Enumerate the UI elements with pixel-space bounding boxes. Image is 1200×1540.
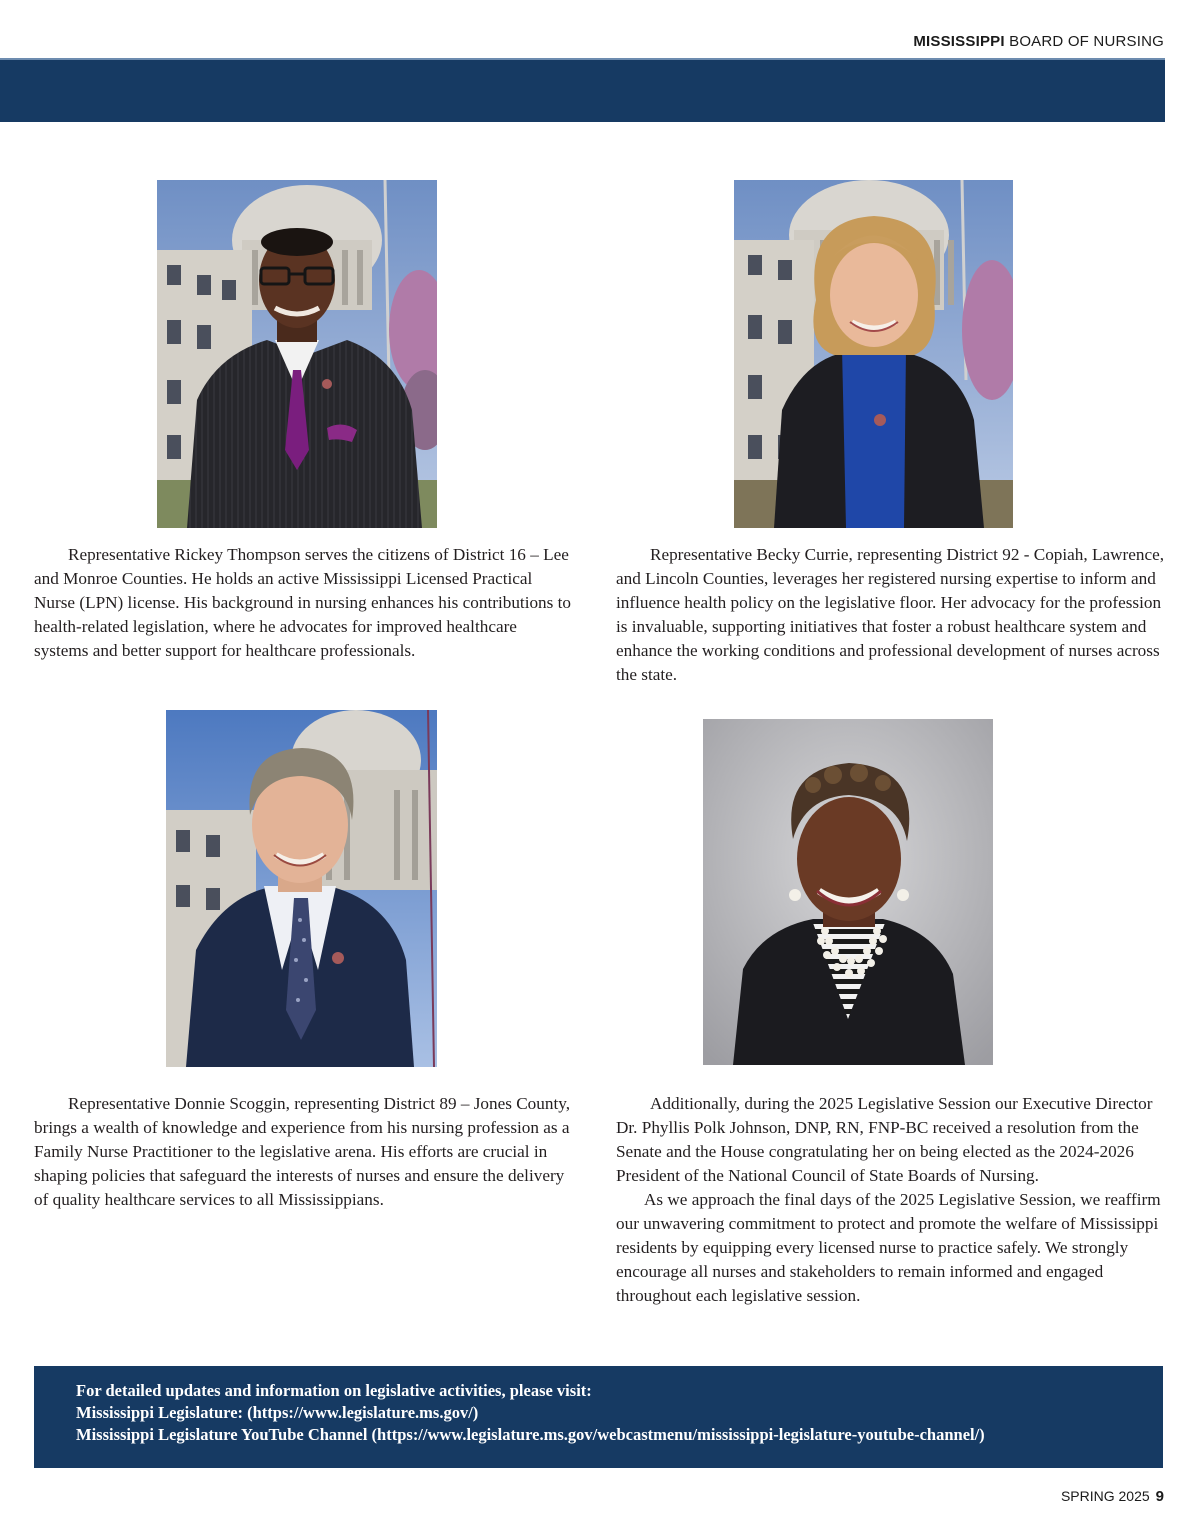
publication-header — [913, 33, 1164, 50]
youtube-channel-link[interactable]: Mississippi Legislature YouTube Channel (https://www.legislature.ms.gov/webcastmenu/mississippi-legislature-youtube-channel/) — [76, 1425, 985, 1444]
bio-rickey-thompson — [34, 543, 574, 663]
bio-thompson-text: Representative Rickey Thompson serves the citizens of District 16 – Lee and Monroe Counties. He holds an active Mississippi Licensed Practical Nurse (LPN) license. His background in nursing enhances his contributions to health-related legislation, where he advocates for improved healthcare systems and better support for healthcare professionals. — [34, 545, 572, 660]
bio-johnson-para-1: Additionally, during the 2025 Legislative Session our Executive Director Dr. Phyllis Polk Johnson, DNP, RN, FNP-BC received a resolution from the Senate and the House congratulating her on being elected as the 2024-2026 President of the National Council of State Boards of Nursing. — [616, 1094, 1153, 1185]
bio-scoggin-text: Representative Donnie Scoggin, representing District 89 – Jones County, brings a wealth of knowledge and experience from his nursing profession as a Family Nurse Practitioner to the legislative arena. His efforts are crucial in shaping policies that safeguard the interests of nurses and ensure the delivery of quality healthcare services to all Mississippians. — [34, 1094, 571, 1209]
photo-phyllis-polk-johnson — [703, 719, 993, 1065]
bio-becky-currie — [616, 543, 1166, 687]
bio-donnie-scoggin — [34, 1092, 579, 1212]
issue-label: SPRING 2025 — [1060, 1488, 1150, 1504]
bio-currie-text: Representative Becky Currie, representing District 92 - Copiah, Lawrence, and Lincoln Counties, leverages her registered nursing expertise to inform and influence health policy on the legislative floor. Her advocacy for the profession is invaluable, supporting initiatives that foster a robust healthcare system and enhance the working conditions and professional development of nurses across the state. — [616, 545, 1165, 684]
page-number: 9 — [1155, 1488, 1164, 1505]
photo-donnie-scoggin — [166, 710, 437, 1067]
header-org-bold: MISSISSIPPI — [913, 33, 1005, 50]
header-org-rest: BOARD OF NURSING — [1009, 33, 1164, 50]
photo-becky-currie — [734, 180, 1013, 528]
photo-rickey-thompson — [157, 180, 437, 528]
legislature-link[interactable]: Mississippi Legislature: (https://www.legislature.ms.gov/) — [76, 1403, 479, 1422]
header-band — [0, 58, 1165, 122]
resources-callout — [34, 1366, 1163, 1468]
resources-intro: For detailed updates and information on legislative activities, please visit: — [76, 1381, 592, 1400]
bio-johnson-para-2: As we approach the final days of the 2025 Legislative Session, we reaffirm our unwavering commitment to protect and promote the welfare of Mississippi residents by equipping every licensed nurse to practice safely. We strongly encourage all nurses and stakeholders to remain informed and engaged throughout each legislative session. — [616, 1190, 1161, 1305]
bio-phyllis-polk-johnson — [616, 1092, 1168, 1308]
page-footer — [1061, 1488, 1164, 1505]
